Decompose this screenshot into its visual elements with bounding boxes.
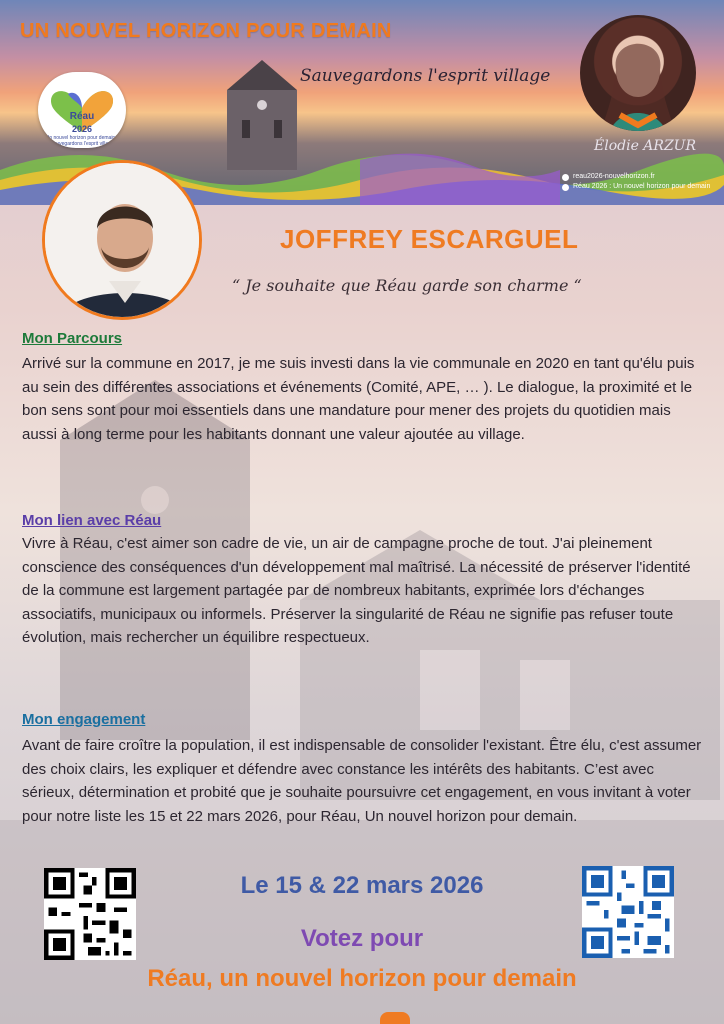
web-icon bbox=[562, 174, 569, 181]
candidate-name: JOFFREY ESCARGUEL bbox=[280, 224, 579, 254]
bottom-decoration bbox=[380, 1012, 410, 1024]
logo-subtitle: Un nouvel horizon pour demain · Sauvegardons l'esprit village bbox=[45, 135, 119, 147]
campaign-title: UN NOUVEL HORIZON POUR DEMAIN bbox=[20, 20, 392, 42]
election-dates: Le 15 & 22 mars 2026 bbox=[240, 872, 484, 899]
candidate-portrait bbox=[42, 160, 202, 320]
contact-info bbox=[562, 172, 710, 192]
candidate-quote: “ Je souhaite que Réau garde son charme “ bbox=[232, 276, 582, 295]
list-name: Réau, un nouvel horizon pour demain bbox=[147, 965, 577, 992]
contact-email[interactable]: reau2026-nouvelhorizon.fr bbox=[573, 173, 655, 180]
woman-portrait-image bbox=[580, 15, 696, 131]
section-text-engagement: Avant de faire croître la population, il est indispensable de consolider l'existant. Être élu, c'est assumer des choix clairs, les expliquer et défendre avec constance les intérêts des habitants. C’est avec sérieux, détermination et probité que je souhaite poursuivre cet engagement, en vous invitant à voter pour notre liste les 15 et 22 mars 2026, pour Réau, Un nouvel horizon pour demain. bbox=[22, 737, 702, 825]
campaign-slogan: Sauvegardons l'esprit village bbox=[300, 66, 551, 86]
man-portrait-image bbox=[45, 163, 202, 320]
logo-main-text: Réau bbox=[69, 111, 95, 122]
facebook-icon bbox=[562, 184, 569, 191]
contact-facebook[interactable]: Réau 2026 : Un nouvel horizon pour demain bbox=[573, 183, 711, 190]
section-text-parcours: Arrivé sur la commune en 2017, je me suis investi dans la vie communale en 2020 en tant qu'élu puis au sein des différentes associations et événements (Comité, APE, … ). Le dialogue, la proximité et le bon sens sont pour moi essentiels dans une mandature pour mener des projets du quotidien mais aussi à long terme pour les habitants donnant une valeur ajoutée au village. bbox=[22, 355, 695, 443]
campaign-logo bbox=[38, 72, 126, 148]
section-title-engagement: Mon engagement bbox=[22, 711, 146, 728]
section-title-parcours: Mon Parcours bbox=[22, 330, 123, 347]
vote-call: Votez pour bbox=[300, 925, 424, 952]
logo-year: 2026 bbox=[71, 124, 93, 134]
section-title-lien: Mon lien avec Réau bbox=[22, 512, 162, 529]
head-of-list-photo bbox=[580, 15, 696, 131]
section-text-lien: Vivre à Réau, c'est aimer son cadre de vie, un air de campagne proche de tout. J'ai pleinement conscience des conséquences d'un développement mal maîtrisé. La nécessité de préserver l'identité de la commune est largement partagée par de nombreux habitants, exprimée lors d'échanges associatifs, municipaux ou informels. Préserver la singularité de Réau ne signifie pas refuser toute évolution, mais rechercher un équilibre respectueux. bbox=[22, 535, 691, 647]
head-of-list-signature: Élodie ARZUR bbox=[594, 138, 697, 154]
